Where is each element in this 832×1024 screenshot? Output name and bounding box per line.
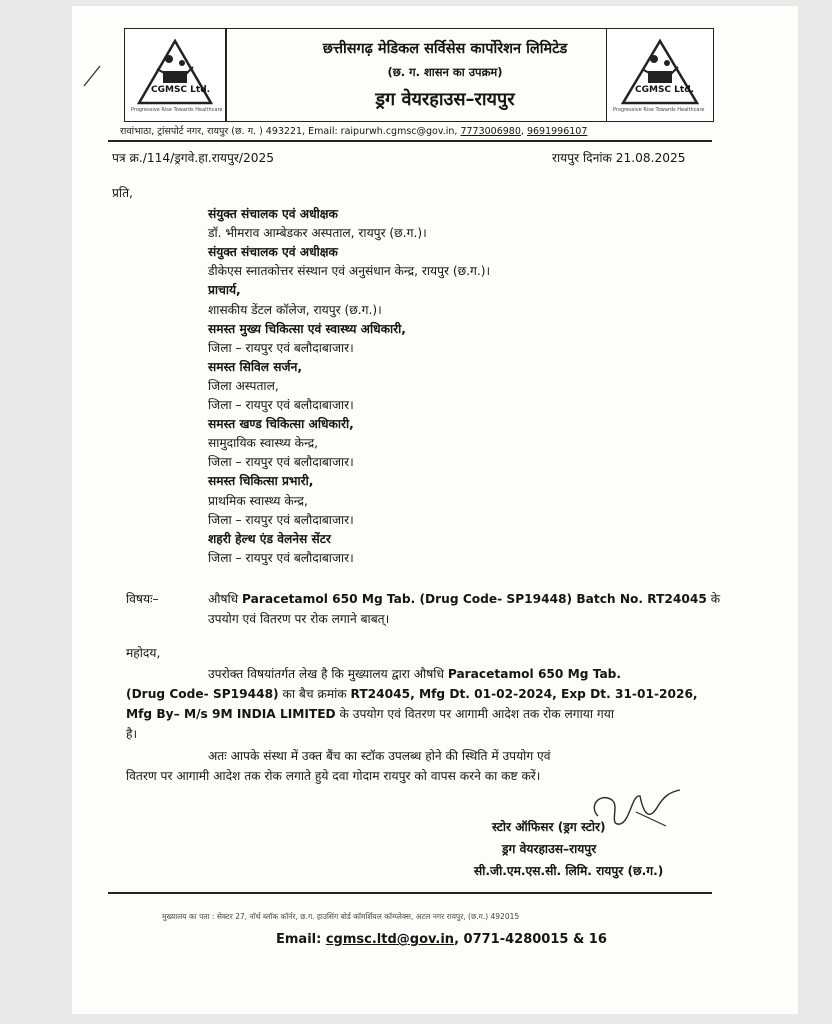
body-text: उपरोक्त विषयांतर्गत लेख है कि मुख्यालय द्वारा औषधि: [208, 667, 448, 681]
body-para-1-line-4: है।: [126, 727, 138, 741]
recipient-designation: समस्त सिविल सर्जन,: [208, 359, 302, 374]
org-header: [226, 28, 664, 122]
prati-label: प्रति,: [112, 186, 133, 200]
hq-address: मुख्यालय का पता : सेक्टर 27, नॉर्थ ब्लॉक कॉर्नर, छ.ग. हाउसिंग बोर्ड कॉमर्शियल कॉम्प्लेक्स, अटल नगर रायपुर, (छ.ग.) 492015: [162, 912, 520, 921]
manufacturer: Mfg By– M/s 9M INDIA LIMITED: [126, 707, 336, 721]
recipient-designation: संयुक्त संचालक एवं अधीक्षक: [208, 245, 338, 260]
logo-text: CGMSC Ltd.: [635, 85, 695, 95]
logo-text: CGMSC Ltd.: [151, 85, 211, 95]
recipient-address: डीकेएस स्नातकोत्तर संस्थान एवं अनुसंधान केन्द्र, रायपुर (छ.ग.)।: [208, 264, 491, 279]
recipient-address: डॉ. भीमराव आम्बेडकर अस्पताल, रायपुर (छ.ग.)।: [208, 226, 427, 241]
email-link[interactable]: cgmsc.ltd@gov.in: [325, 932, 455, 947]
signatory-office: ड्रग वेयरहाउस–रायपुर: [502, 842, 597, 856]
phone-separator: ,: [520, 126, 527, 137]
recipient-designation: प्राचार्य,: [208, 283, 241, 298]
recipient-address: जिला – रायपुर एवं बलौदाबाजार।: [208, 398, 354, 412]
cgmsc-logo-right: [606, 28, 714, 122]
signatory-org: सी.जी.एम.एस.सी. लिमि. रायपुर (छ.ग.): [474, 864, 664, 878]
address-text: रावांभाठा, ट्रांसपोर्ट नगर, रायपुर (छ. ग. ) 493221, Email: raipurwh.cgmsc@gov.in,: [120, 126, 461, 137]
recipient-address: जिला – रायपुर एवं बलौदाबाजार।: [208, 512, 354, 527]
recipient-address: प्राथमिक स्वास्थ्य केन्द्र,: [208, 493, 308, 508]
recipient-address: जिला अस्पताल,: [208, 378, 279, 393]
letter-number: पत्र क्र./114/ड्रगवे.हा.रायपुर/2025: [112, 151, 275, 165]
cgmsc-logo-left: [124, 28, 226, 122]
body-para-2-line-1: अतः आपके संस्था में उक्त बैंच का स्टॉक उपलब्ध होने की स्थिति में उपयोग एवं: [208, 749, 551, 763]
pen-mark: [82, 64, 102, 88]
recipient-address: जिला – रायपुर एवं बलौदाबाजार।: [208, 455, 354, 470]
drug-code: (Drug Code- SP19448): [126, 687, 279, 701]
phone-number[interactable]: 7773006980: [460, 126, 521, 137]
subject-line-2: उपयोग एवं वितरण पर रोक लगाने बाबत्।: [208, 612, 390, 626]
recipient-designation: समस्त चिकित्सा प्रभारी,: [208, 474, 314, 489]
subject-text: औषधि: [208, 592, 243, 606]
recipient-designation: समस्त खण्ड चिकित्सा अधिकारी,: [208, 417, 354, 432]
body-para-1-line-1: [208, 664, 621, 684]
body-para-2-line-2: वितरण पर आगामी आदेश तक रोक लगाते हुये दवा गोदाम रायपुर को वापस करने का कष्ट करें।: [126, 769, 541, 783]
recipient-designation: समस्त मुख्य चिकित्सा एवं स्वास्थ्य अधिकारी,: [208, 321, 406, 336]
batch-details: RT24045, Mfg Dt. 01-02-2024, Exp Dt. 31-01-2026,: [350, 687, 698, 701]
recipient-address: सामुदायिक स्वास्थ्य केन्द्र,: [208, 436, 319, 451]
phone-number[interactable]: 9691996107: [526, 126, 588, 137]
signatory-title: स्टोर ऑफिसर (ड्रग स्टोर): [492, 820, 606, 834]
footer-divider: [108, 892, 712, 894]
subject-line-1: [208, 590, 720, 607]
body-text: का बैच क्रमांक: [278, 687, 351, 701]
phone-text: , 0771-4280015 & 16: [454, 932, 607, 947]
drug-name: Paracetamol 650 Mg Tab.: [447, 667, 622, 681]
recipient-address: जिला – रायपुर एवं बलौदाबाजार।: [208, 550, 354, 565]
logo-tagline: Progressive Rise Towards Healthcare: [613, 107, 705, 113]
logo-tagline: Progressive Rise Towards Healthcare: [131, 107, 223, 113]
body-para-1-line-3: [126, 704, 614, 724]
footer-contact: [276, 932, 607, 947]
letter-page: [72, 6, 798, 1014]
subject-drug: Paracetamol 650 Mg Tab. (Drug Code- SP19448) Batch No. RT24045: [242, 592, 707, 606]
body-text: के उपयोग एवं वितरण पर आगामी आदेश तक रोक लगाया गया: [335, 707, 614, 721]
org-name: छत्तीसगढ़ मेडिकल सर्विसेस कार्पोरेशन लिमिटेड: [322, 41, 568, 57]
recipient-address: जिला – रायपुर एवं बलौदाबाजार।: [208, 340, 354, 355]
subject-label: विषयः–: [126, 592, 159, 606]
subject-text: के: [706, 592, 721, 606]
address-line: [120, 124, 587, 137]
email-label: Email:: [276, 932, 326, 947]
warehouse-name: ड्रग वेयरहाउस–रायपुर: [375, 89, 515, 110]
letter-date: रायपुर दिनांक 21.08.2025: [552, 151, 686, 165]
body-para-1-line-2: [126, 684, 698, 704]
org-subtitle: (छ. ग. शासन का उपक्रम): [387, 65, 503, 79]
salutation: महोदय,: [126, 646, 161, 660]
recipient-designation: शहरी हेल्थ एंड वेलनेस सेंटर: [208, 531, 331, 546]
recipient-designation: संयुक्त संचालक एवं अधीक्षक: [208, 207, 338, 221]
recipient-address: शासकीय डेंटल कॉलेज, रायपुर (छ.ग.)।: [208, 302, 382, 317]
header-divider: [108, 140, 712, 142]
